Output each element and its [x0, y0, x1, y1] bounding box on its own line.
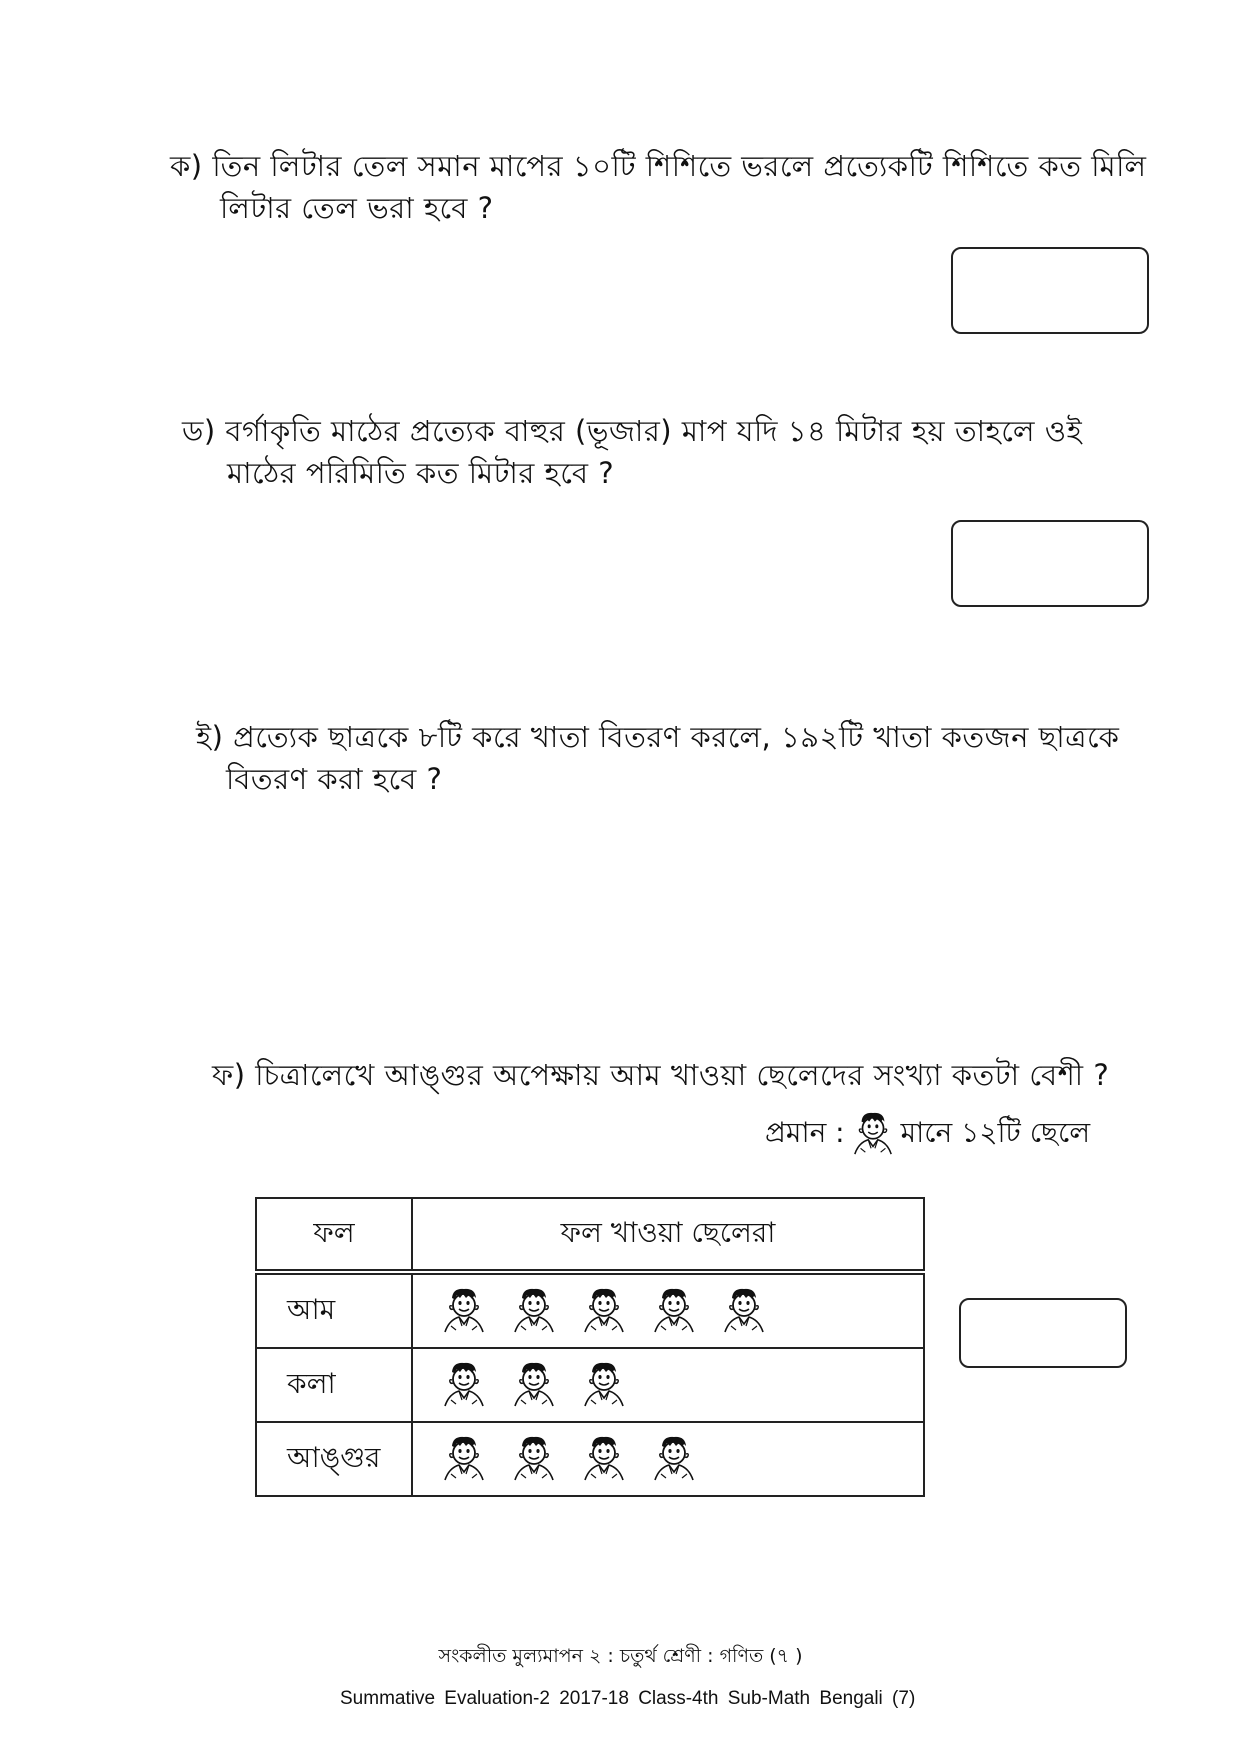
- boy-face-icon: [511, 1434, 557, 1484]
- question-i: [196, 716, 1119, 800]
- boy-face-icon: [511, 1286, 557, 1336]
- table-row: [256, 1348, 924, 1422]
- question-text-line2: বিতরণ করা হবে ?: [226, 762, 443, 796]
- question-label: ই): [196, 720, 224, 754]
- question-label: ফ): [212, 1058, 246, 1092]
- question-label: ক): [170, 149, 203, 183]
- header-fruit: ফল: [256, 1198, 412, 1272]
- boy-face-icon: [851, 1110, 895, 1158]
- question-label: ড): [182, 414, 216, 448]
- answer-box-ka[interactable]: [951, 247, 1149, 334]
- boy-face-icon: [651, 1434, 697, 1484]
- question-text: বর্গাকৃতি মাঠের প্রত্যেক বাহুর (ভূজার) মাপ যদি ১৪ মিটার হয় তাহলে ওই: [225, 414, 1083, 448]
- table-row: [256, 1272, 924, 1348]
- answer-box-pha[interactable]: [959, 1298, 1127, 1368]
- boy-face-icon: [441, 1286, 487, 1336]
- question-da: [182, 410, 1082, 494]
- question-text: তিন লিটার তেল সমান মাপের ১০টি শিশিতে ভরলে প্রত্যেকটি শিশিতে কত মিলি: [212, 149, 1147, 183]
- question-text-line2: মাঠের পরিমিতি কত মিটার হবে ?: [227, 456, 615, 490]
- question-text: প্রত্যেক ছাত্রকে ৮টি করে খাতা বিতরণ করলে, ১৯২টি খাতা কতজন ছাত্রকে: [233, 720, 1120, 754]
- header-boys: ফল খাওয়া ছেলেরা: [412, 1198, 924, 1272]
- boy-icons: [412, 1348, 924, 1422]
- question-text: চিত্রালেখে আঙ্গুর অপেক্ষায় আম খাওয়া ছেলেদের সংখ্যা কতটা বেশী ?: [255, 1058, 1110, 1092]
- table-header-row: [256, 1198, 924, 1272]
- fruit-name: আঙ্গুর: [256, 1422, 412, 1496]
- question-ka: [170, 145, 1147, 229]
- fruit-name: আম: [256, 1272, 412, 1348]
- question-pha: [212, 1054, 1109, 1096]
- boy-face-icon: [721, 1286, 767, 1336]
- answer-box-da[interactable]: [951, 520, 1149, 607]
- boy-face-icon: [511, 1360, 557, 1410]
- question-text-line2: লিটার তেল ভরা হবে ?: [220, 191, 494, 225]
- boy-face-icon: [441, 1360, 487, 1410]
- legend-prefix: প্রমান :: [765, 1115, 845, 1149]
- footer-bengali: সংকলীত মুল্যমাপন ২ : চতুর্থ শ্রেণী : গণিত (৭ ): [438, 1645, 803, 1667]
- table-row: [256, 1422, 924, 1496]
- boy-face-icon: [441, 1434, 487, 1484]
- pictograph-table: [255, 1197, 925, 1497]
- boy-face-icon: [581, 1434, 627, 1484]
- legend-suffix: মানে ১২টি ছেলে: [900, 1115, 1091, 1149]
- fruit-name: কলা: [256, 1348, 412, 1422]
- boy-face-icon: [581, 1286, 627, 1336]
- boy-icons: [412, 1422, 924, 1496]
- boy-face-icon: [581, 1360, 627, 1410]
- boy-icons: [412, 1272, 924, 1348]
- footer-english: Summative Evaluation-2 2017-18 Class-4th Sub-Math Bengali (7): [340, 1688, 916, 1709]
- boy-face-icon: [651, 1286, 697, 1336]
- pictograph-legend: [765, 1110, 1090, 1158]
